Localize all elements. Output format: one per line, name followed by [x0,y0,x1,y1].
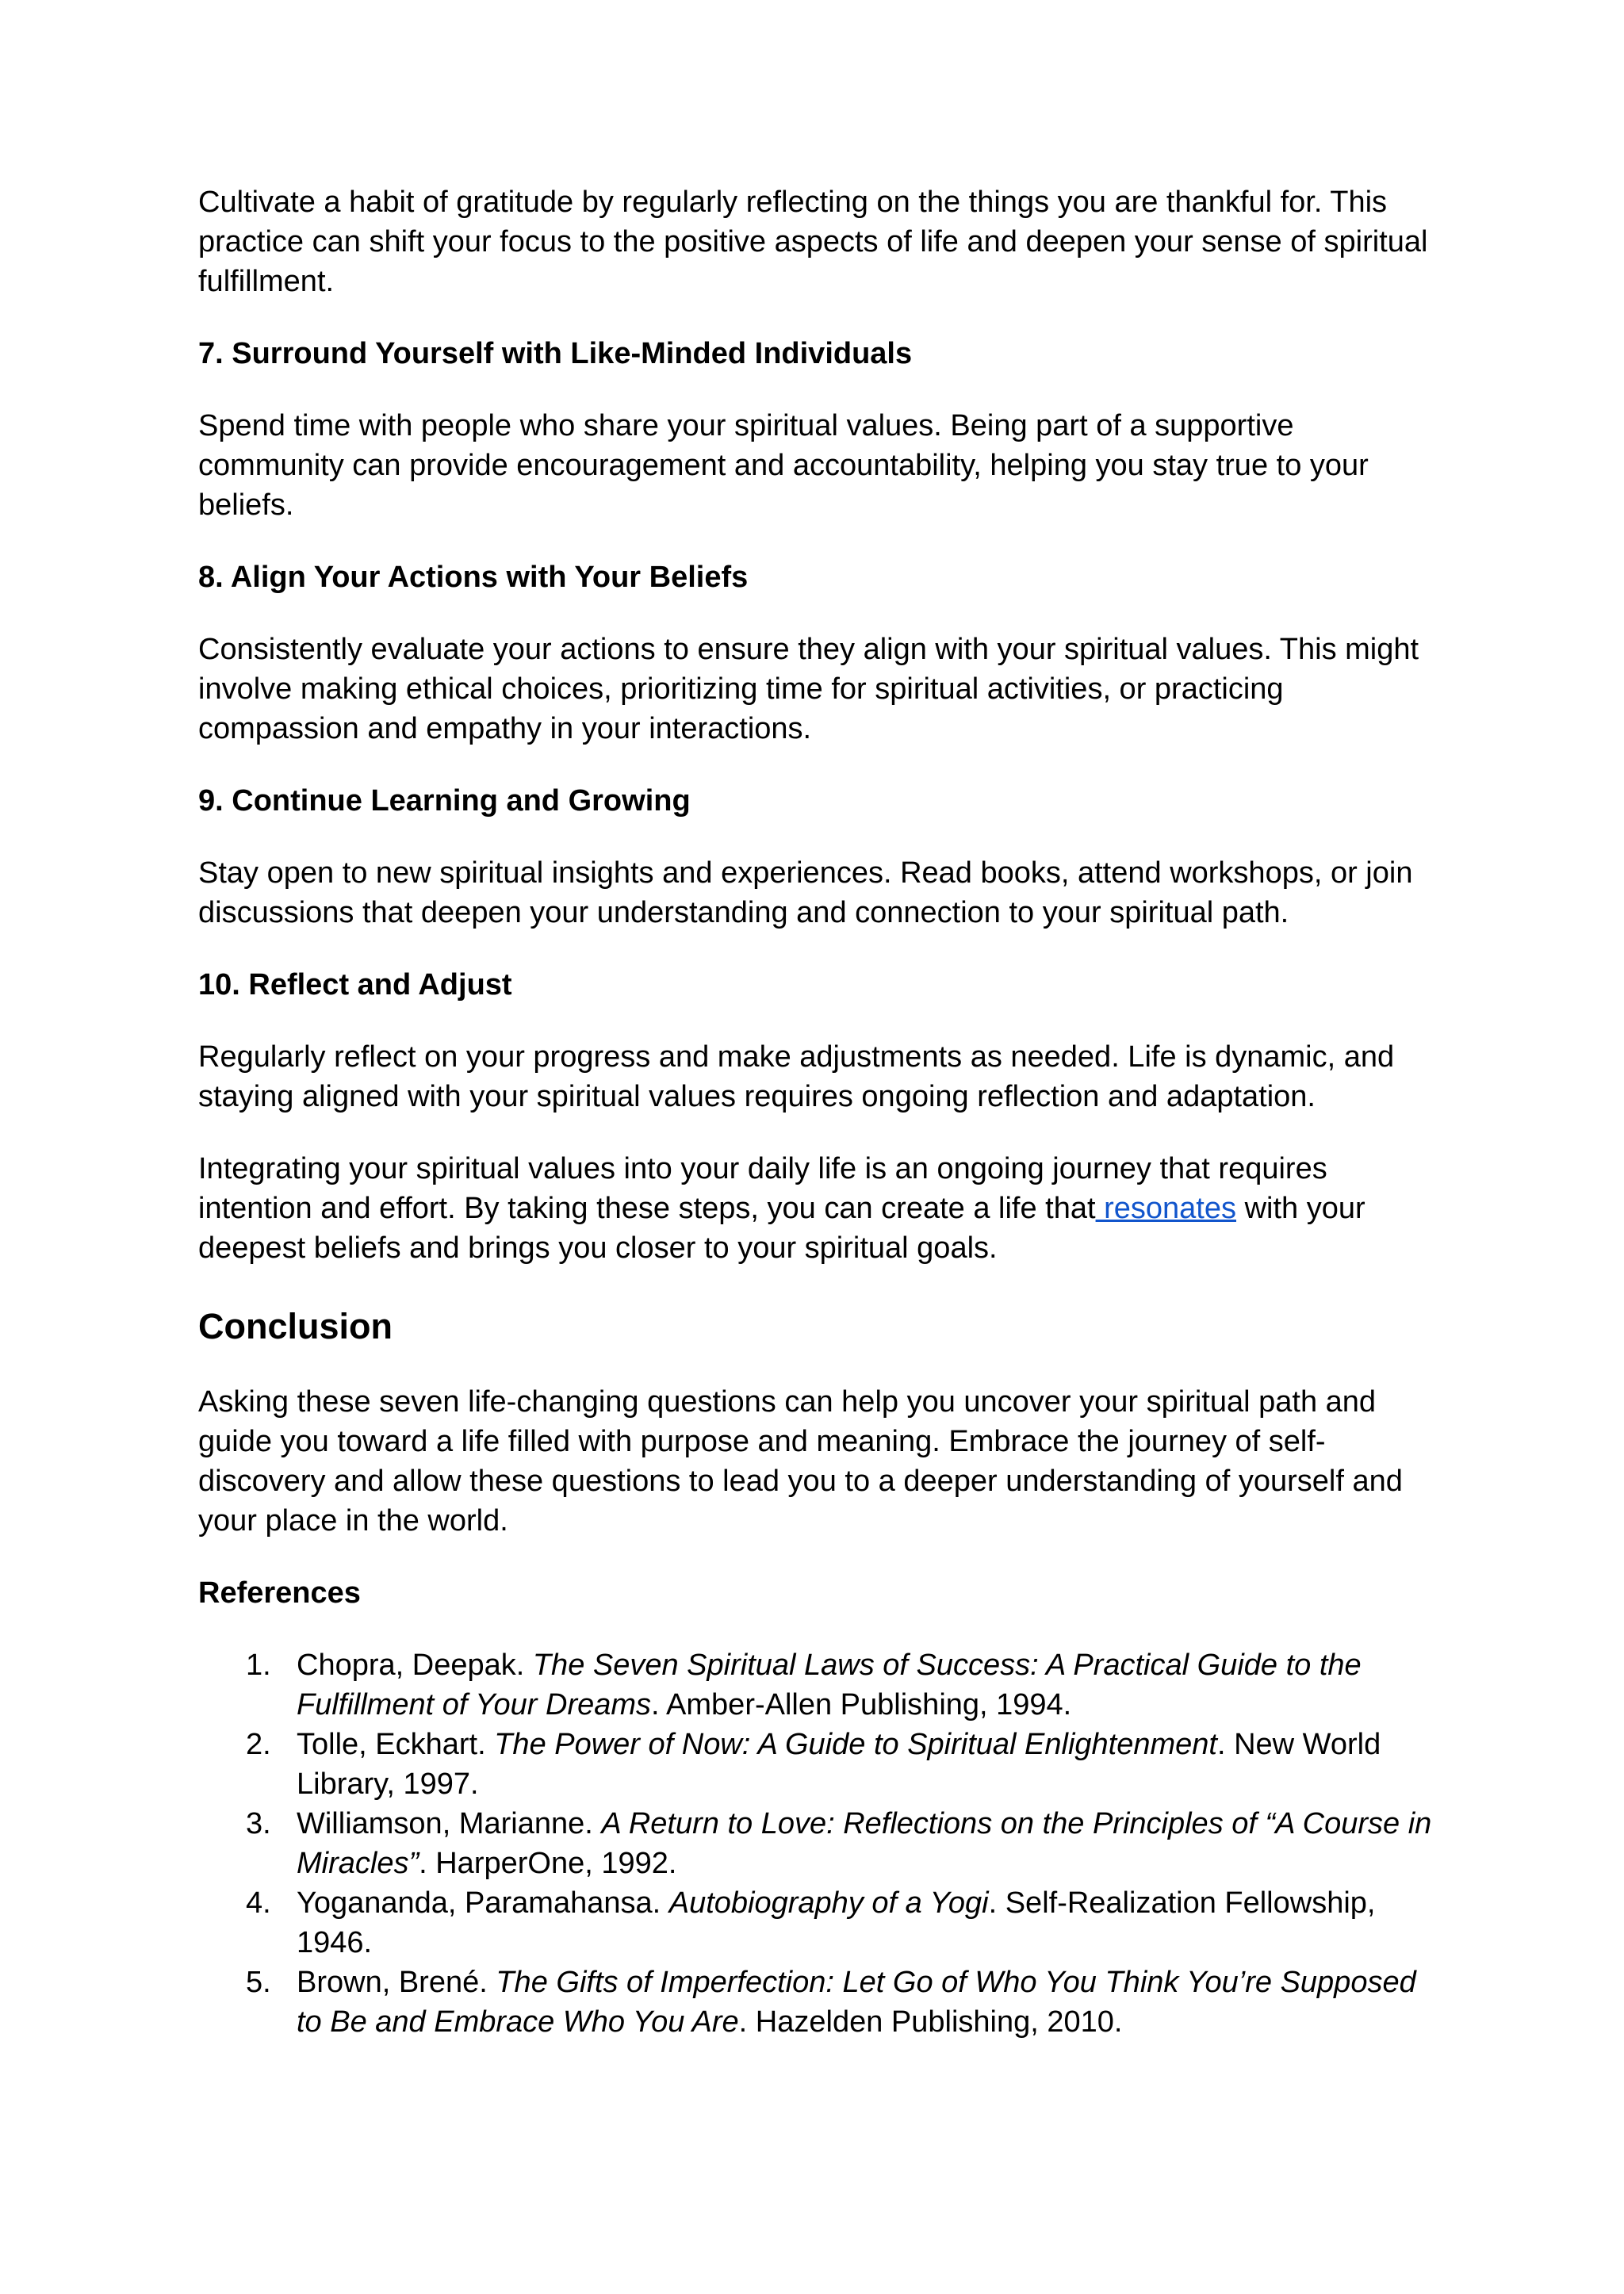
reference-publisher: . Self-Realization Fellowship, 1946. [297,1886,1376,1959]
reference-title: A Return to Love: Reflections on the Principles of “A Course in Miracles” [297,1807,1432,1880]
section-body-8: Consistently evaluate your actions to ensure they align with your spiritual values. This might involve making ethical choices, prioritizing time for spiritual activities, or practicing compassion and empathy in your interactions. [198,633,1419,745]
conclusion-heading: Conclusion [198,1306,393,1346]
reference-title: The Power of Now: A Guide to Spiritual Enlightenment [494,1728,1217,1761]
reference-author: Williamson, Marianne. [297,1807,602,1840]
section-heading-8: 8. Align Your Actions with Your Beliefs [198,561,749,594]
reference-item [198,1883,1443,1963]
reference-number: 1. [246,1649,271,1682]
reference-publisher: . Amber-Allen Publishing, 1994. [651,1688,1072,1721]
conclusion-body: Asking these seven life-changing questions can help you uncover your spiritual path and guide you toward a life filled with purpose and meaning. Embrace the journey of self-discovery and allow these questions to lead you to a deeper understanding of yourself and your place in the world. [198,1385,1403,1538]
reference-title: The Seven Spiritual Laws of Success: A Practical Guide to the Fulfillment of Your Dreams [297,1649,1362,1721]
closing-text-after-link: with your deepest beliefs and brings you closer to your spiritual goals. [198,1192,1365,1265]
reference-author: Chopra, Deepak. [297,1649,533,1682]
reference-title: The Gifts of Imperfection: Let Go of Who You Think You’re Supposed to Be and Embrace Who You Are [297,1966,1416,2039]
references-list [198,1645,1443,2042]
document-page [198,182,1443,2042]
reference-number: 2. [246,1728,271,1761]
closing-paragraph [198,1149,1443,1268]
section-heading-7: 7. Surround Yourself with Like-Minded Individuals [198,337,913,370]
section-heading-9: 9. Continue Learning and Growing [198,784,691,818]
reference-publisher: . New World Library, 1997. [297,1728,1381,1801]
reference-title: Autobiography of a Yogi [668,1886,989,1920]
reference-item [198,1725,1443,1804]
reference-number: 4. [246,1886,271,1920]
reference-author: Yogananda, Paramahansa. [297,1886,669,1920]
reference-number: 3. [246,1807,271,1840]
reference-author: Tolle, Eckhart. [297,1728,495,1761]
resonates-link[interactable]: resonates [1095,1192,1237,1225]
reference-item [198,1963,1443,2042]
reference-publisher: . Hazelden Publishing, 2010. [738,2005,1123,2039]
closing-text-before-link: Integrating your spiritual values into your daily life is an ongoing journey that requires intention and effort. By taking these steps, you can create a life that [198,1152,1327,1225]
reference-item [198,1804,1443,1883]
reference-publisher: . HarperOne, 1992. [419,1847,677,1880]
reference-item [198,1645,1443,1725]
section-body-10: Regularly reflect on your progress and make adjustments as needed. Life is dynamic, and staying aligned with your spiritual values requires ongoing reflection and adaptation. [198,1040,1395,1113]
section-body-7: Spend time with people who share your spiritual values. Being part of a supportive community can provide encouragement and accountability, helping you stay true to your beliefs. [198,409,1369,522]
reference-number: 5. [246,1966,271,1999]
section-heading-10: 10. Reflect and Adjust [198,968,512,1001]
intro-paragraph: Cultivate a habit of gratitude by regularly reflecting on the things you are thankful for. This practice can shift your focus to the positive aspects of life and deepen your sense of spiritual fulfillment. [198,186,1428,298]
references-heading: References [198,1576,361,1610]
reference-author: Brown, Brené. [297,1966,496,1999]
section-body-9: Stay open to new spiritual insights and experiences. Read books, attend workshops, or join discussions that deepen your understanding and connection to your spiritual path. [198,856,1413,929]
